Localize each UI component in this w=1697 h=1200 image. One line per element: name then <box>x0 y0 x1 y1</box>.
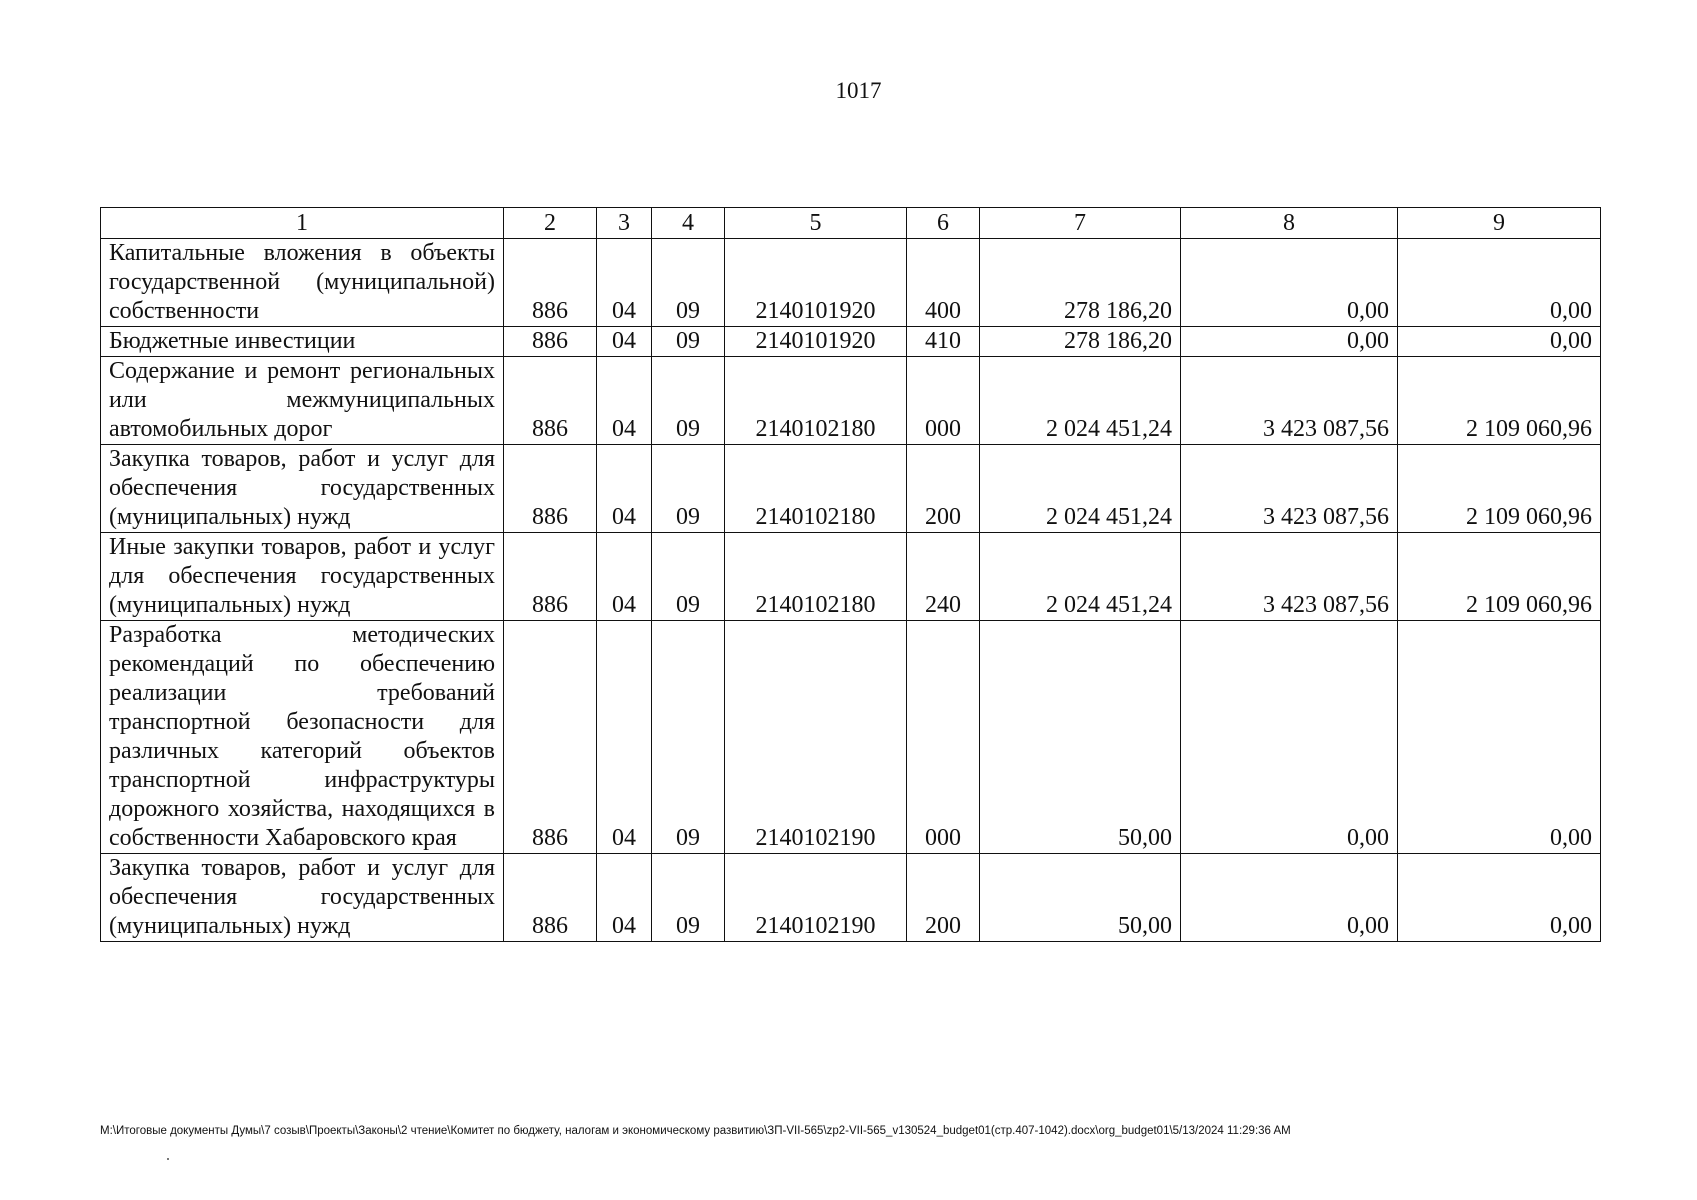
budget-table <box>100 207 1601 942</box>
header-col-3: 3 <box>597 208 652 239</box>
row-amount-col9: 0,00 <box>1398 854 1601 942</box>
row-name: Закупка товаров, работ и услуг для обеспечения государственных (муниципальных) нужд <box>101 854 504 942</box>
row-target-article: 2140102180 <box>725 445 907 533</box>
row-expense-type: 400 <box>907 239 980 327</box>
header-col-4: 4 <box>652 208 725 239</box>
row-amount-col7: 278 186,20 <box>980 239 1181 327</box>
row-expense-type: 000 <box>907 357 980 445</box>
row-amount-col8: 0,00 <box>1181 621 1398 854</box>
row-expense-type: 200 <box>907 854 980 942</box>
row-amount-col9: 0,00 <box>1398 327 1601 357</box>
header-col-8: 8 <box>1181 208 1398 239</box>
table-header-row <box>101 208 1601 239</box>
row-ministry-code: 886 <box>504 327 597 357</box>
row-name: Содержание и ремонт региональных или межмуниципальных автомобильных дорог <box>101 357 504 445</box>
row-amount-col9: 2 109 060,96 <box>1398 533 1601 621</box>
table-row <box>101 533 1601 621</box>
scan-speck <box>167 1158 169 1160</box>
header-col-7: 7 <box>980 208 1181 239</box>
row-section: 04 <box>597 357 652 445</box>
row-amount-col7: 2 024 451,24 <box>980 445 1181 533</box>
header-col-6: 6 <box>907 208 980 239</box>
table-row <box>101 327 1601 357</box>
header-col-9: 9 <box>1398 208 1601 239</box>
row-ministry-code: 886 <box>504 621 597 854</box>
row-expense-type: 240 <box>907 533 980 621</box>
row-amount-col8: 3 423 087,56 <box>1181 533 1398 621</box>
row-amount-col9: 2 109 060,96 <box>1398 445 1601 533</box>
row-ministry-code: 886 <box>504 854 597 942</box>
row-name: Иные закупки товаров, работ и услуг для обеспечения государственных (муниципальных) нужд <box>101 533 504 621</box>
page-number: 1017 <box>835 78 882 103</box>
row-target-article: 2140102190 <box>725 621 907 854</box>
row-amount-col7: 278 186,20 <box>980 327 1181 357</box>
row-target-article: 2140102190 <box>725 854 907 942</box>
table-row <box>101 854 1601 942</box>
row-amount-col8: 0,00 <box>1181 327 1398 357</box>
header-col-2: 2 <box>504 208 597 239</box>
table-row <box>101 445 1601 533</box>
row-section: 04 <box>597 239 652 327</box>
row-ministry-code: 886 <box>504 357 597 445</box>
row-amount-col7: 50,00 <box>980 621 1181 854</box>
row-amount-col7: 2 024 451,24 <box>980 533 1181 621</box>
row-section: 04 <box>597 533 652 621</box>
row-subsection: 09 <box>652 445 725 533</box>
table-row <box>101 357 1601 445</box>
row-name: Закупка товаров, работ и услуг для обеспечения государственных (муниципальных) нужд <box>101 445 504 533</box>
row-subsection: 09 <box>652 327 725 357</box>
row-target-article: 2140101920 <box>725 239 907 327</box>
footer-file-path: M:\Итоговые документы Думы\7 созыв\Проекты\Законы\2 чтение\Комитет по бюджету, налогам и экономическому развитию\ЗП-VII-565\zp2-VII-565_v130524_budget01(стр.407-1042).docx\org_budget01\5/13/2024 11:29:36 AM <box>100 1125 1291 1137</box>
row-section: 04 <box>597 854 652 942</box>
row-expense-type: 410 <box>907 327 980 357</box>
row-ministry-code: 886 <box>504 445 597 533</box>
row-section: 04 <box>597 445 652 533</box>
row-ministry-code: 886 <box>504 533 597 621</box>
row-amount-col8: 0,00 <box>1181 239 1398 327</box>
row-ministry-code: 886 <box>504 239 597 327</box>
header-col-1: 1 <box>101 208 504 239</box>
row-name: Разработка методических рекомендаций по обеспечению реализации требований транспортной безопасности для различных категорий объектов транспортной инфраструктуры дорожного хозяйства, находящихся в собственности Хабаровского края <box>101 621 504 854</box>
row-subsection: 09 <box>652 533 725 621</box>
row-amount-col8: 3 423 087,56 <box>1181 445 1398 533</box>
row-target-article: 2140102180 <box>725 357 907 445</box>
row-subsection: 09 <box>652 621 725 854</box>
row-amount-col9: 2 109 060,96 <box>1398 357 1601 445</box>
row-target-article: 2140102180 <box>725 533 907 621</box>
row-name: Капитальные вложения в объекты государственной (муниципальной) собственности <box>101 239 504 327</box>
row-amount-col8: 0,00 <box>1181 854 1398 942</box>
row-expense-type: 000 <box>907 621 980 854</box>
row-amount-col9: 0,00 <box>1398 621 1601 854</box>
row-amount-col9: 0,00 <box>1398 239 1601 327</box>
table-row <box>101 621 1601 854</box>
row-amount-col8: 3 423 087,56 <box>1181 357 1398 445</box>
row-subsection: 09 <box>652 357 725 445</box>
row-section: 04 <box>597 621 652 854</box>
row-amount-col7: 50,00 <box>980 854 1181 942</box>
row-name: Бюджетные инвестиции <box>101 327 504 357</box>
row-expense-type: 200 <box>907 445 980 533</box>
row-subsection: 09 <box>652 239 725 327</box>
row-amount-col7: 2 024 451,24 <box>980 357 1181 445</box>
row-section: 04 <box>597 327 652 357</box>
table-row <box>101 239 1601 327</box>
header-col-5: 5 <box>725 208 907 239</box>
row-subsection: 09 <box>652 854 725 942</box>
row-target-article: 2140101920 <box>725 327 907 357</box>
